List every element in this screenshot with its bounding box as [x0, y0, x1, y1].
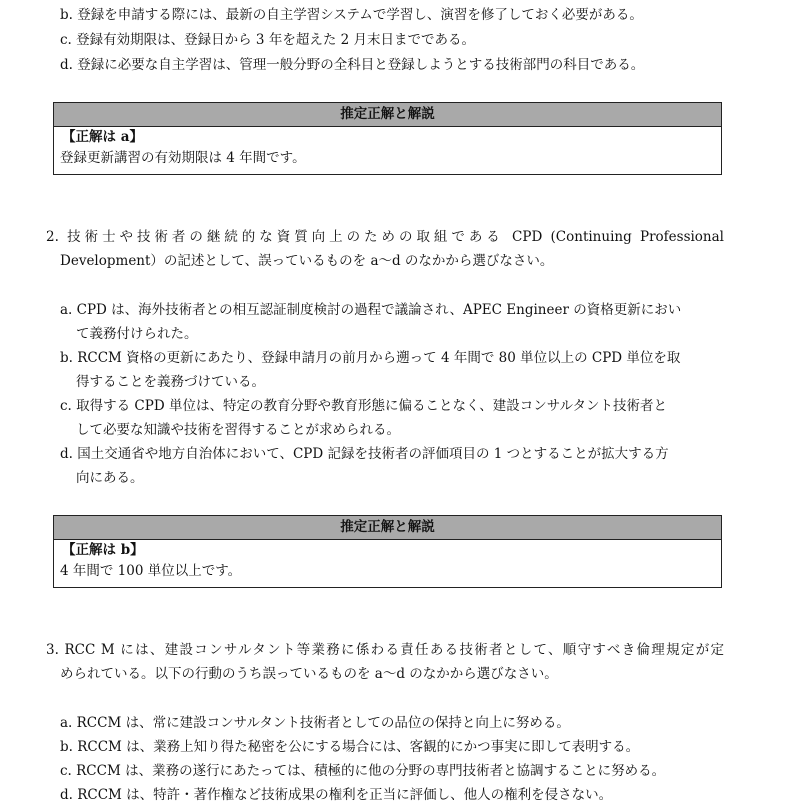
q2-stem-line-1: 2. 技術士や技術者の継続的な資質向上のための取組である CPD (Continuing Professional — [46, 229, 724, 245]
q1-option-d: d. 登録に必要な自主学習は、管理一般分野の全科目と登録しようとする技術部門の科目である。 — [60, 57, 645, 73]
q2-option-b-line-1: b. RCCM 資格の更新にあたり、登録申請月の前月から遡って 4 年間で 80 単位以上の CPD 単位を取 — [60, 350, 681, 366]
answer-box-2-explanation: 4 年間で 100 単位以上です。 — [60, 563, 242, 579]
q2-option-a-line-2: て義務付けられた。 — [76, 326, 198, 342]
answer-box-1-header: 推定正解と解説 — [54, 103, 721, 127]
answer-box-2-body — [54, 540, 721, 582]
q2-option-d-line-1: d. 国土交通省や地方自治体において、CPD 記録を技術者の評価項目の 1 つとすることが拡大する方 — [60, 446, 669, 462]
answer-box-1-explanation: 登録更新講習の有効期限は 4 年間です。 — [60, 150, 306, 166]
q3-option-b: b. RCCM は、業務上知り得た秘密を公にする場合には、客観的にかつ事実に即して表明する。 — [60, 739, 640, 755]
q2-option-b-line-2: 得することを義務づけている。 — [76, 374, 265, 390]
q2-option-c-line-2: して必要な知識や技術を習得することが求められる。 — [76, 422, 400, 438]
q1-option-b: b. 登録を申請する際には、最新の自主学習システムで学習し、演習を修了しておく必要がある。 — [60, 7, 643, 23]
q1-option-c: c. 登録有効期限は、登録日から 3 年を超えた 2 月末日までである。 — [60, 32, 475, 48]
q3-stem-line-2: められている。以下の行動のうち誤っているものを a～d のなかから選びなさい。 — [60, 666, 558, 682]
q3-option-d: d. RCCM は、特許・著作権など技術成果の権利を正当に評価し、他人の権利を侵さない。 — [60, 787, 613, 803]
q2-option-d-line-2: 向にある。 — [76, 470, 144, 486]
q3-option-a: a. RCCM は、常に建設コンサルタント技術者としての品位の保持と向上に努める。 — [60, 715, 570, 731]
q2-stem-line-2: Development）の記述として、誤っているものを a～d のなかから選びなさい。 — [60, 253, 554, 269]
answer-box-1 — [53, 102, 722, 175]
q3-stem-line-1: 3. RCC M には、建設コンサルタント等業務に係わる責任ある技術者として、順守すべき倫理規定が定 — [46, 642, 724, 658]
answer-box-1-body — [54, 127, 721, 169]
answer-box-2 — [53, 515, 722, 588]
q2-option-a-line-1: a. CPD は、海外技術者との相互認証制度検討の過程で議論され、APEC Engineer の資格更新におい — [60, 302, 682, 318]
answer-box-2-correct: 【正解は b】 — [62, 542, 144, 558]
answer-box-1-correct: 【正解は a】 — [62, 129, 143, 145]
answer-box-2-header: 推定正解と解説 — [54, 516, 721, 540]
q2-option-c-line-1: c. 取得する CPD 単位は、特定の教育分野や教育形態に偏ることなく、建設コンサルタント技術者と — [60, 398, 667, 414]
q3-option-c: c. RCCM は、業務の遂行にあたっては、積極的に他の分野の専門技術者と協調することに努める。 — [60, 763, 666, 779]
